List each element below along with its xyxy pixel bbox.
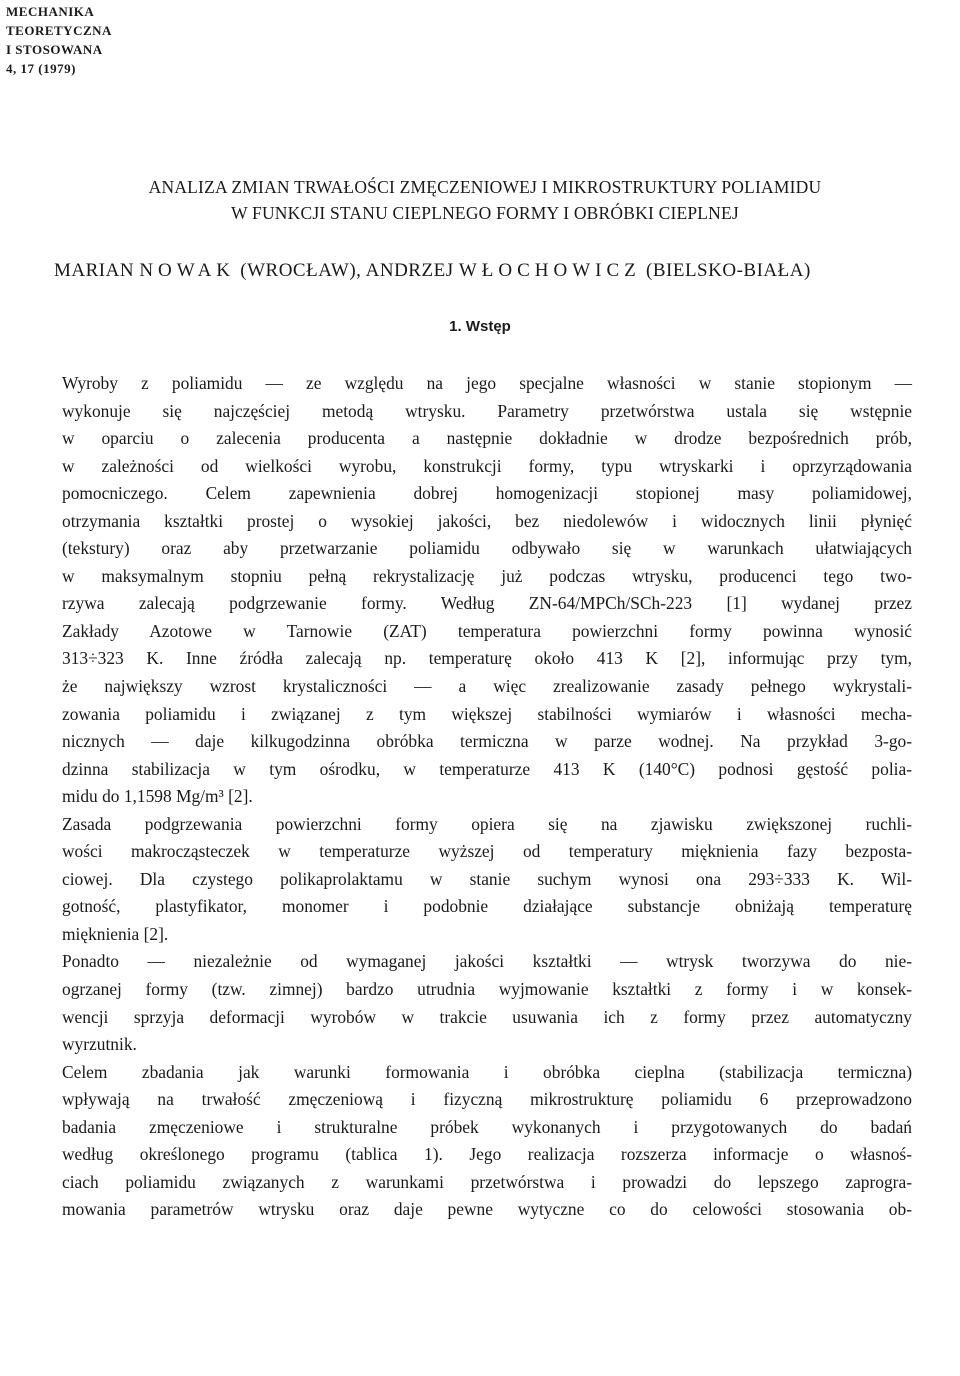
- body-line: w zależności od wielkości wyrobu, konstrukcji formy, typu wtryskarki i oprzyrządowania: [62, 455, 912, 476]
- body-line: według określonego programu (tablica 1). Jego realizacja rozszerza informacje o własnoś-: [62, 1144, 912, 1165]
- author1-affiliation: (WROCŁAW),: [240, 260, 362, 281]
- body-line: nicznych — daje kilkugodzinna obróbka termiczna w parze wodnej. Na przykład 3-go-: [62, 731, 912, 752]
- body-line: wykonuje się najczęściej metodą wtrysku. Parametry przetwórstwa ustala się wstępnie: [62, 400, 912, 421]
- body-line: Wyroby z poliamidu — ze względu na jego specjalne własności w stanie stopionym —: [62, 373, 912, 393]
- body-line: (tekstury) oraz aby przetwarzanie poliamidu odbywało się w warunkach ułatwiających: [62, 538, 912, 559]
- body-line: wencji sprzyja deformacji wyrobów w trakcie usuwania ich z formy przez automatyczny: [62, 1006, 912, 1027]
- body-line: gotność, plastyfikator, monomer i podobnie działające substancje obniżają temperaturę: [62, 896, 912, 917]
- body-line: mowania parametrów wtrysku oraz daje pewne wytyczne co do celowości stosowania ob-: [62, 1199, 912, 1220]
- body-line: wyrzutnik.: [62, 1034, 137, 1055]
- body-line: badania zmęczeniowe i strukturalne próbek wykonanych i przygotowanych do badań: [62, 1116, 912, 1137]
- body-line: ciach poliamidu związanych z warunkami przetwórstwa i prowadzi do lepszego zaprogra-: [62, 1171, 912, 1192]
- body-line: otrzymania kształtki prostej o wysokiej jakości, bez niedolewów i widocznych linii płynięć: [62, 510, 912, 531]
- article-title: [60, 174, 910, 226]
- body-line: Celem zbadania jak warunki formowania i obróbka cieplna (stabilizacja termiczna): [62, 1061, 912, 1082]
- body-line: mięknienia [2].: [62, 923, 169, 944]
- author1-first-name: MARIAN: [54, 260, 135, 281]
- body-line: że największy wzrost krystaliczności — a więc zrealizowanie zasady pełnego wykrystali-: [62, 676, 912, 697]
- body-line: w oparciu o zalecenia producenta a następnie dokładnie w drodze bezpośrednich prób,: [62, 428, 912, 449]
- author1-last-name: NOWAK: [139, 260, 236, 281]
- body-line: midu do 1,1598 Mg/m³ [2].: [62, 786, 253, 807]
- article-title-line1: ANALIZA ZMIAN TRWAŁOŚCI ZMĘCZENIOWEJ I MIKROSTRUKTURY POLIAMIDU: [148, 177, 822, 197]
- journal-header: [6, 2, 112, 78]
- body-line: wpływają na trwałość zmęczeniową i fizyczną mikrostrukturę poliamidu 6 przeprowadzono: [62, 1089, 912, 1110]
- body-line: ogrzanej formy (tzw. zimnej) bardzo utrudnia wyjmowanie kształtki z formy i w konsek-: [62, 979, 912, 1000]
- author2-first-name: ANDRZEJ: [365, 260, 454, 281]
- author2-affiliation: (BIELSKO-BIAŁA): [646, 260, 811, 281]
- body-line: Zakłady Azotowe w Tarnowie (ZAT) temperatura powierzchni formy powinna wynosić: [62, 620, 912, 641]
- body-text: [62, 370, 912, 1224]
- journal-issue: 4, 17 (1979): [6, 61, 76, 76]
- body-line: zowania poliamidu i związanej z tym większej stabilności wymiarów i własności mecha-: [62, 703, 912, 724]
- body-line: w maksymalnym stopniu pełną rekrystalizację już podczas wtrysku, producenci tego two-: [62, 565, 912, 586]
- body-line: dzinna stabilizacja w tym ośrodku, w temperaturze 413 K (140°C) podnosi gęstość polia-: [62, 758, 912, 779]
- journal-name-line2: TEORETYCZNA: [6, 23, 112, 38]
- body-line: ciowej. Dla czystego polikaprolaktamu w stanie suchym wynosi ona 293÷333 K. Wil-: [62, 868, 912, 889]
- authors-line: [54, 258, 811, 284]
- body-line: 313÷323 K. Inne źródła zalecają np. temperaturę około 413 K [2], informując przy tym,: [62, 648, 912, 669]
- section-heading: 1. Wstęp: [449, 318, 511, 335]
- article-title-line2: W FUNKCJI STANU CIEPLNEGO FORMY I OBRÓBKI CIEPLNEJ: [231, 203, 739, 223]
- journal-name-line3: I STOSOWANA: [6, 42, 103, 57]
- author2-last-name: WŁOCHOWICZ: [458, 260, 641, 281]
- body-line: pomocniczego. Celem zapewnienia dobrej homogenizacji stopionej masy poliamidowej,: [62, 483, 912, 504]
- body-line: wości makrocząsteczek w temperaturze wyższej od temperatury mięknienia fazy bezposta-: [62, 841, 912, 862]
- body-line: rzywa zalecają podgrzewanie formy. Według ZN-64/MPCh/SCh-223 [1] wydanej przez: [62, 593, 912, 614]
- body-line: Ponadto — niezależnie od wymaganej jakości kształtki — wtrysk tworzywa do nie-: [62, 951, 912, 972]
- journal-name-line1: MECHANIKA: [6, 4, 95, 19]
- body-line: Zasada podgrzewania powierzchni formy opiera się na zjawisku zwiększonej ruchli-: [62, 813, 912, 834]
